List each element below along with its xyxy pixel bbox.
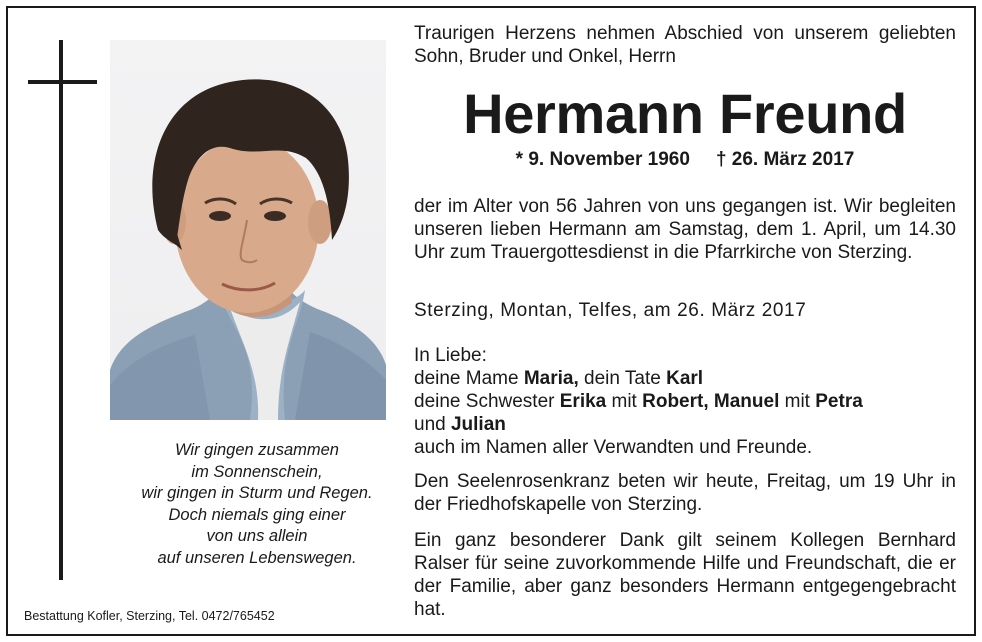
death-date: † 26. März 2017 xyxy=(715,149,855,170)
birth-date: * 9. November 1960 xyxy=(515,149,690,170)
poem-line: im Sonnenschein, xyxy=(191,462,323,481)
cross-icon xyxy=(59,40,63,580)
portrait-illustration xyxy=(110,40,386,420)
funeral-home-footer: Bestattung Kofler, Sterzing, Tel. 0472/765452 xyxy=(24,609,275,623)
mourners-line: deine Mame Maria, dein Tate Karl xyxy=(414,368,704,389)
poem-line: von uns allein xyxy=(206,527,308,545)
cross-icon-bar xyxy=(28,80,97,84)
portrait-photo xyxy=(110,40,386,420)
mourners-line: und Julian xyxy=(414,414,506,435)
mourners-heading: In Liebe: xyxy=(414,345,487,366)
life-dates xyxy=(414,149,956,171)
memorial-poem xyxy=(112,440,402,569)
poem-line: Doch niemals ging einer xyxy=(168,505,346,524)
mourners-line: auch im Namen aller Verwandten und Freunde. xyxy=(414,437,813,458)
poem-line: auf unseren Lebenswegen. xyxy=(157,548,357,567)
poem-line: wir gingen in Sturm und Regen. xyxy=(141,484,373,502)
thanks-notice: Ein ganz besonderer Dank gilt seinem Kollegen Bernhard Ralser für seine zuvorkommende Hilfe und Freundschaft, die er der Familie, aber ganz besonders Hermann entgegengebracht hat. xyxy=(414,530,956,620)
place-and-date: Sterzing, Montan, Telfes, am 26. März 2017 xyxy=(414,300,807,321)
intro-text: Traurigen Herzens nehmen Abschied von unserem geliebten Sohn, Bruder und Onkel, Herrn xyxy=(414,23,956,67)
mourners-line: deine Schwester Erika mit Robert, Manuel mit Petra xyxy=(414,391,863,412)
funeral-details: der im Alter von 56 Jahren von uns gegangen ist. Wir begleiten unseren lieben Hermann am Samstag, dem 1. April, um 14.30 Uhr zum Trauergottesdienst in die Pfarrkirche von Sterzing. xyxy=(414,196,956,263)
poem-line: Wir gingen zusammen xyxy=(174,441,339,459)
mourners-list xyxy=(414,344,956,459)
deceased-name: Hermann Freund xyxy=(463,82,907,145)
rosary-notice: Den Seelenrosenkranz beten wir heute, Freitag, um 19 Uhr in der Friedhofskapelle von Sterzing. xyxy=(414,471,956,515)
